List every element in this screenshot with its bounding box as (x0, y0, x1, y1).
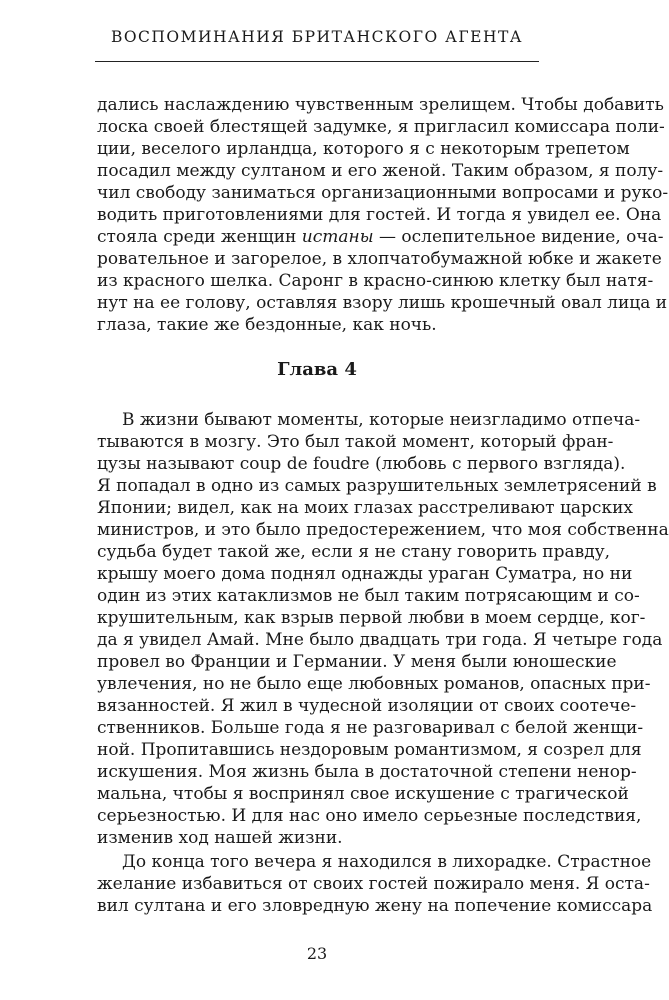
page-number: 23 (306, 944, 328, 963)
text-line (97, 226, 664, 248)
text-line: из красного шелка. Саронг в красно-синюю клетку был натя- (97, 271, 654, 291)
text-line: вязанностей. Я жил в чудесной изоляции от своих соотече- (97, 696, 637, 716)
text-line: вил султана и его зловредную жену на попечение комиссара (97, 896, 653, 916)
text-segment: — ослепительное видение, оча- (373, 227, 664, 247)
text-segment: стояла среди женщин (97, 227, 302, 247)
text-line: да я увидел Амай. Мне было двадцать три года. Я четыре года (97, 630, 663, 650)
header-rule (95, 61, 539, 62)
text-line: Я попадал в одно из самых разрушительных землетрясений в (97, 476, 657, 496)
italic-word: истаны (301, 227, 374, 247)
text-line: увлечения, но не было еще любовных романов, опасных при- (97, 674, 651, 694)
text-line: тываются в мозгу. Это был такой момент, который фран- (97, 432, 614, 452)
text-line: цузы называют coup de foudre (любовь с первого взгляда). (97, 454, 626, 474)
text-line: Японии; видел, как на моих глазах расстреливают царских (97, 498, 633, 518)
text-line: один из этих катаклизмов не был таким потрясающим и со- (97, 586, 640, 606)
chapter-title: Глава 4 (277, 359, 357, 380)
text-line: провел во Франции и Германии. У меня были юношеские (97, 652, 617, 672)
text-line: лоска своей блестящей задумке, я пригласил комиссара поли- (97, 117, 665, 137)
text-line: крушительным, как взрыв первой любви в моем сердце, ког- (97, 608, 646, 628)
text-line: ровательное и загорелое, в хлопчатобумажной юбке и жакете (97, 249, 662, 269)
text-line: глаза, такие же бездонные, как ночь. (97, 315, 437, 335)
text-line: судьба будет такой же, если я не стану говорить правду, (97, 542, 611, 562)
text-line: ственников. Больше года я не разговаривал с белой женщи- (97, 718, 644, 738)
text-line: желание избавиться от своих гостей пожирало меня. Я оста- (97, 874, 650, 894)
text-line: ции, веселого ирландца, которого я с некоторым трепетом (97, 139, 630, 159)
text-line: дались наслаждению чувственным зрелищем. Чтобы добавить (97, 95, 664, 115)
text-line: водить приготовлениями для гостей. И тогда я увидел ее. Она (97, 205, 662, 225)
text-line: В жизни бывают моменты, которые неизгладимо отпеча- (122, 410, 641, 430)
text-line: серьезностью. И для нас оно имело серьезные последствия, (97, 806, 642, 826)
text-line: чил свободу заниматься организационными вопросами и руко- (97, 183, 669, 203)
running-head: ВОСПОМИНАНИЯ БРИТАНСКОГО АГЕНТА (110, 28, 524, 46)
text-line: изменив ход нашей жизни. (97, 828, 343, 848)
text-line: министров, и это было предостережением, что моя собственна (97, 520, 669, 540)
text-line: ной. Пропитавшись нездоровым романтизмом, я созрел для (97, 740, 642, 760)
text-line: крышу моего дома поднял однажды ураган Суматра, но ни (97, 564, 633, 584)
text-line: искушения. Моя жизнь была в достаточной степени ненор- (97, 762, 637, 782)
text-line: мальна, чтобы я воспринял свое искушение с трагической (97, 784, 629, 804)
text-line: До конца того вечера я находился в лихорадке. Страстное (122, 852, 652, 872)
text-line: нут на ее голову, оставляя взору лишь крошечный овал лица и (97, 293, 668, 313)
text-line: посадил между султаном и его женой. Таким образом, я полу- (97, 161, 664, 181)
